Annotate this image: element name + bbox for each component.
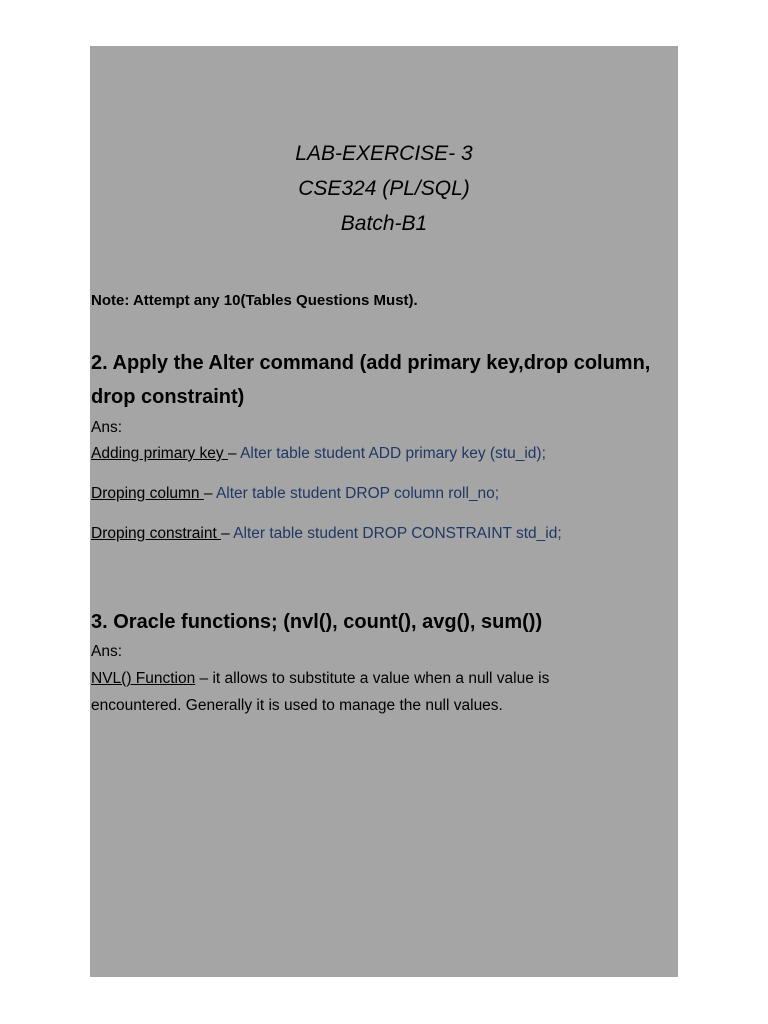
q3-nvl-text: – it allows to substitute a value when a null value is: [195, 670, 550, 687]
q2-item-code: Alter table student DROP column roll_no;: [215, 485, 500, 502]
q2-item-dash: –: [227, 445, 241, 462]
title-line-2: CSE324 (PL/SQL): [298, 177, 470, 200]
document-page: [90, 46, 678, 977]
q2-heading-line-1: 2. Apply the Alter command (add primary key,drop column,: [91, 352, 651, 374]
q3-nvl-line-1: [91, 670, 549, 688]
q2-item-code: Alter table student DROP CONSTRAINT std_id;: [233, 525, 562, 542]
q3-heading: 3. Oracle functions; (nvl(), count(), avg(), sum()): [91, 611, 543, 633]
q2-item-dash: –: [221, 525, 234, 542]
q3-ans-label: Ans:: [91, 643, 123, 660]
q3-nvl-line-2: encountered. Generally it is used to manage the null values.: [91, 697, 503, 714]
note-text: Note: Attempt any 10(Tables Questions Must).: [91, 292, 418, 309]
q2-item-label: Droping constraint: [91, 525, 222, 542]
q2-item-code: Alter table student ADD primary key (stu_id);: [240, 445, 546, 462]
q2-item-label: Droping column: [91, 485, 204, 502]
title-line-3: Batch-B1: [340, 212, 428, 235]
q2-heading-line-2: drop constraint): [91, 386, 245, 408]
q2-item-drop-column: [91, 485, 499, 503]
title-line-1: LAB-EXERCISE- 3: [295, 142, 473, 165]
q2-item-dash: –: [203, 485, 216, 502]
q2-item-drop-constraint: [91, 525, 562, 543]
q3-nvl-label: NVL() Function: [91, 670, 196, 687]
q2-item-primary-key: [91, 445, 546, 463]
q2-ans-label: Ans:: [91, 419, 123, 436]
q2-item-label: Adding primary key: [91, 445, 228, 462]
